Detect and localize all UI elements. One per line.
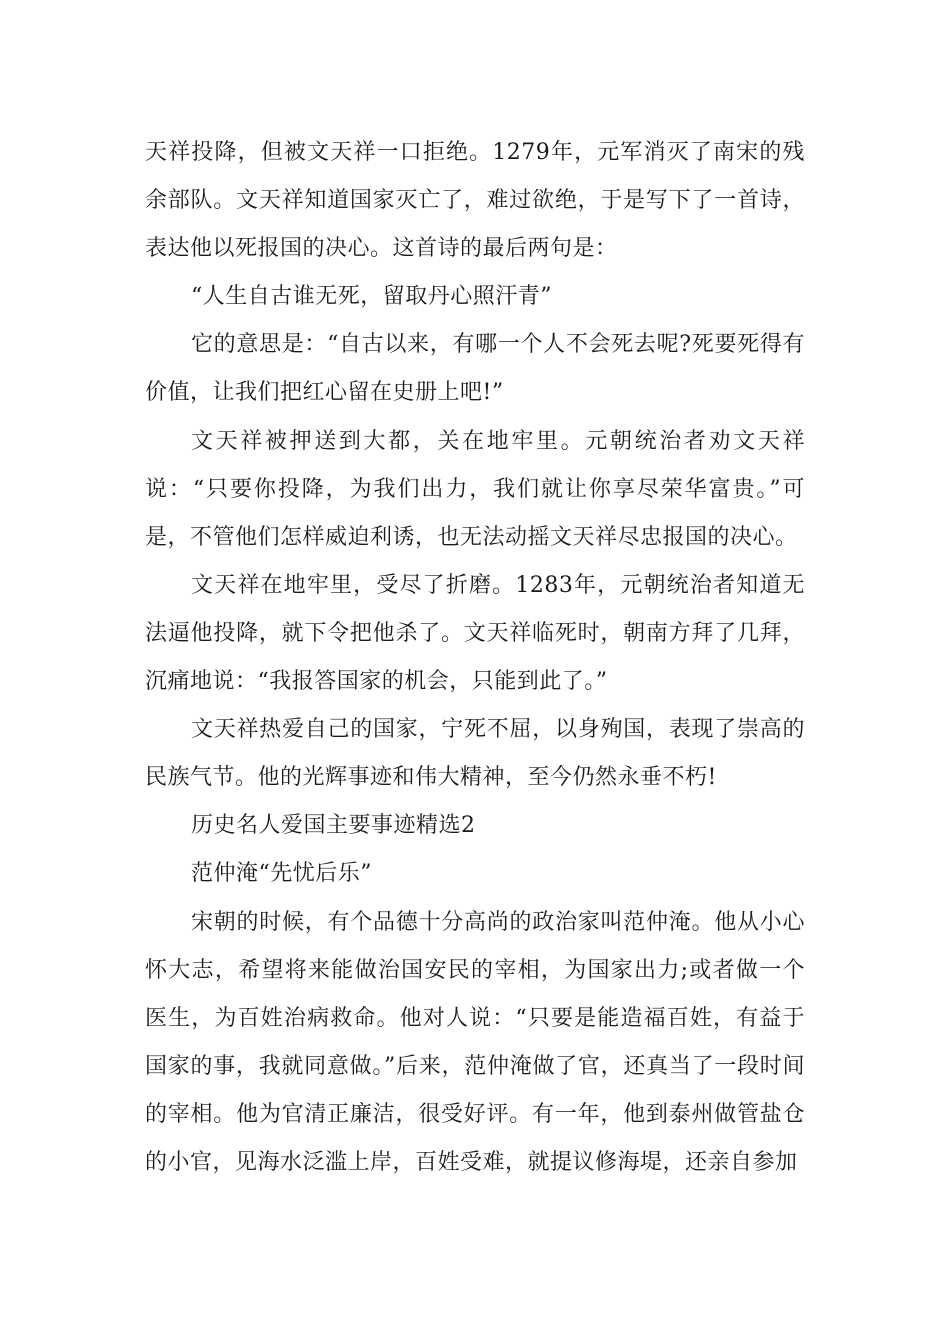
paragraph-execution: 文天祥在地牢里，受尽了折磨。1283年，元朝统治者知道无法逼他投降，就下令把他杀了。文天祥临死时，朝南方拜了几拜，沉痛地说：“我报答国家的机会，只能到此了。” — [145, 572, 805, 695]
paragraph-conclusion: 文天祥热爱自己的国家，宁死不屈，以身殉国，表现了崇高的民族气节。他的光辉事迹和伟大精神，至今仍然永垂不朽! — [145, 717, 805, 791]
paragraph-fan-zhongyan: 宋朝的时候，有个品德十分高尚的政治家叫范仲淹。他从小心怀大志，希望将来能做治国安民的宰相，为国家出力;或者做一个医生，为百姓治病救命。他对人说：“只要是能造福百姓，有益于国家的事，我就同意做。”后来，范仲淹做了官，还真当了一段时间的宰相。他为官清正廉洁，很受好评。有一年，他到泰州做管盐仓的小官，见海水泛滥上岸，百姓受难，就提议修海堤，还亲自参加 — [145, 909, 805, 1175]
section-subheading: 范仲淹“先忧后乐” — [191, 861, 372, 887]
paragraph-meaning: 它的意思是：“自古以来，有哪一个人不会死去呢?死要死得有价值，让我们把红心留在史册上吧!” — [145, 332, 805, 406]
poem-quote: “人生自古谁无死，留取丹心照汗青” — [191, 284, 552, 310]
document-page — [145, 129, 805, 1187]
paragraph-prison: 文天祥被押送到大都，关在地牢里。元朝统治者劝文天祥说：“只要你投降，为我们出力，我们就让你享尽荣华富贵。”可是，不管他们怎样威迫利诱，也无法动摇文天祥尽忠报国的决心。 — [145, 428, 805, 550]
paragraph-continuation: 天祥投降，但被文天祥一口拒绝。1279年，元军消灭了南宋的残余部队。文天祥知道国家灭亡了，难过欲绝，于是写下了一首诗，表达他以死报国的决心。这首诗的最后两句是： — [145, 140, 805, 262]
section-heading: 历史名人爱国主要事迹精选2 — [191, 813, 476, 839]
